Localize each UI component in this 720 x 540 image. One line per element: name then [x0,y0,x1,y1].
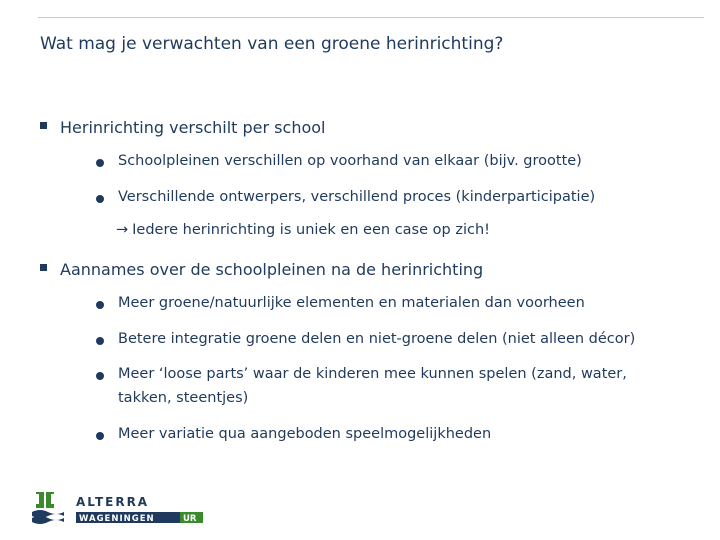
round-bullet-icon [96,372,104,380]
round-bullet-icon [96,301,104,309]
round-bullet-icon [96,159,104,167]
round-bullet-icon [96,195,104,203]
section-heading-text: Aannames over de schoolpleinen na de herinrichting [60,260,484,279]
square-bullet-icon [40,122,47,129]
logo-name: ALTERRA [76,495,150,509]
conclusion-text: Iedere herinrichting is uniek en een case op zich! [132,222,490,238]
square-bullet-icon [40,264,47,271]
arrow-right-icon: → [116,222,129,238]
list-item-text: Betere integratie groene delen en niet-groene delen (niet alleen décor) [118,331,636,347]
logo-subtitle: WAGENINGEN [79,514,155,524]
round-bullet-icon [96,337,104,345]
list-item-text: Meer ‘loose parts’ waar de kinderen mee kunnen spelen (zand, water, [118,366,627,382]
alterra-wageningen-logo [30,490,230,530]
list-item-text: Verschillende ontwerpers, verschillend proces (kinderparticipatie) [118,189,596,205]
list-item-text: Meer variatie qua aangeboden speelmogelijkheden [118,426,492,442]
slide-title: Wat mag je verwachten van een groene herinrichting? [40,34,504,54]
section-heading-text: Herinrichting verschilt per school [60,118,326,137]
conclusion-line [116,222,490,238]
top-divider [38,17,704,18]
list-item-text: Meer groene/natuurlijke elementen en materialen dan voorheen [118,295,585,311]
list-item-text: Schoolpleinen verschillen op voorhand van elkaar (bijv. grootte) [118,153,582,169]
list-item-text-continuation: takken, steentjes) [118,390,249,406]
logo-mark-icon [32,492,64,524]
round-bullet-icon [96,432,104,440]
logo-subtitle-ur: UR [183,514,197,524]
